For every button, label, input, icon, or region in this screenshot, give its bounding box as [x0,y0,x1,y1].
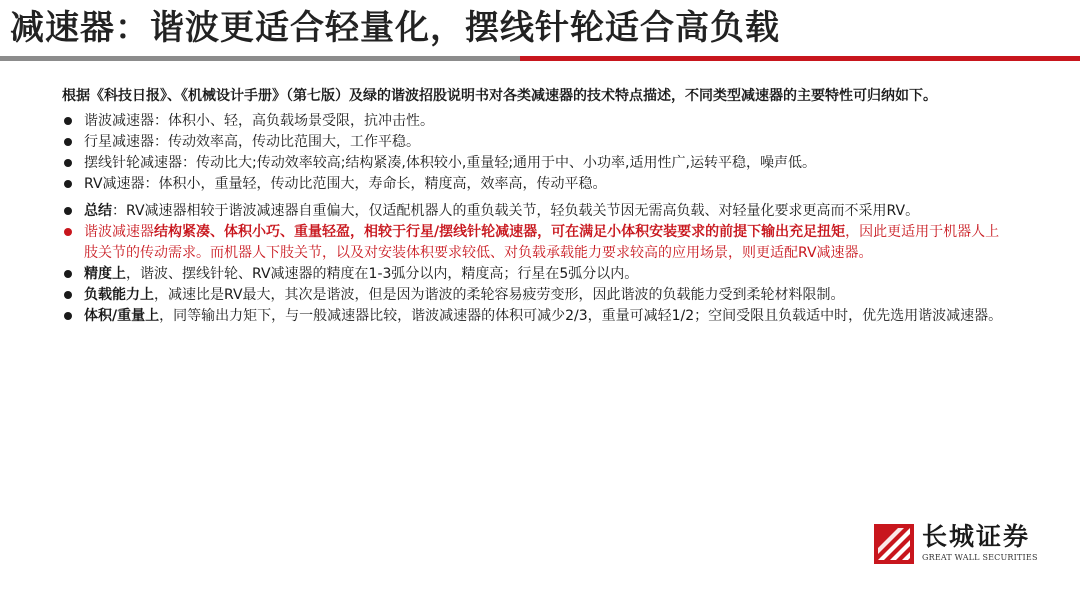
content-body [62,86,1012,327]
list-item: 行星减速器：传动效率高，传动比范围大，工作平稳。 [62,132,1012,153]
bullet-icon [64,270,72,278]
title-bar [0,0,1080,56]
volume-weight-item: 体积/重量上，同等输出力矩下，与一般减速器比较，谐波减速器的体积可减少2/3，重量可减轻1/2；空间受限且负载适中时，优先选用谐波减速器。 [62,306,1012,327]
bullet-icon [64,207,72,215]
highlight-item: 谐波减速器结构紧凑、体积小巧、重量轻盈，相较于行星/摆线针轮减速器，可在满足小体积安装要求的前提下输出充足扭矩，因此更适用于机器人上肢关节的传动需求。而机器人下肢关节，以及对安装体积要求较低、对负载承载能力要求较高的应用场景，则更适配RV减速器。 [62,222,1012,264]
intro-text: 根据《科技日报》、《机械设计手册》（第七版）及绿的谐波招股说明书对各类减速器的技术特点描述，不同类型减速器的主要特性可归纳如下。 [62,88,937,104]
precision-item: 精度上，谐波、摆线针轮、RV减速器的精度在1-3弧分以内，精度高；行星在5弧分以内。 [62,264,1012,285]
summary-item: 总结：RV减速器相较于谐波减速器自重偏大，仅适配机器人的重负载关节，轻负载关节因无需高负载、对轻量化要求更高而不采用RV。 [62,201,1012,222]
bullet-icon [64,117,72,125]
great-wall-logo-icon [874,524,914,564]
reducer-list [62,111,1012,195]
bullet-icon [64,180,72,188]
divider-grey [0,56,520,61]
company-logo [874,522,1044,568]
logo-name-cn: 长城证券 [922,522,1031,551]
logo-name-en: GREAT WALL SECURITIES [922,553,1038,562]
list-item: 摆线针轮减速器：传动比大;传动效率较高;结构紧凑,体积较小,重量轻;通用于中、小功率,适用性广,运转平稳，噪声低。 [62,153,1012,174]
divider-red [520,56,1080,61]
bullet-icon [64,312,72,320]
bullet-icon [64,291,72,299]
load-capacity-item: 负载能力上，减速比是RV最大，其次是谐波，但是因为谐波的柔轮容易疲劳变形，因此谐波的负载能力受到柔轮材料限制。 [62,285,1012,306]
bullet-icon [64,138,72,146]
list-item: 谐波减速器：体积小、轻，高负载场景受限，抗冲击性。 [62,111,1012,132]
page-title: 减速器：谐波更适合轻量化，摆线针轮适合高负载 [10,8,780,48]
analysis-list [62,201,1012,327]
bullet-icon [64,228,72,236]
title-divider [0,56,1080,61]
bullet-icon [64,159,72,167]
list-item: RV减速器：体积小，重量轻，传动比范围大，寿命长，精度高，效率高，传动平稳。 [62,174,1012,195]
